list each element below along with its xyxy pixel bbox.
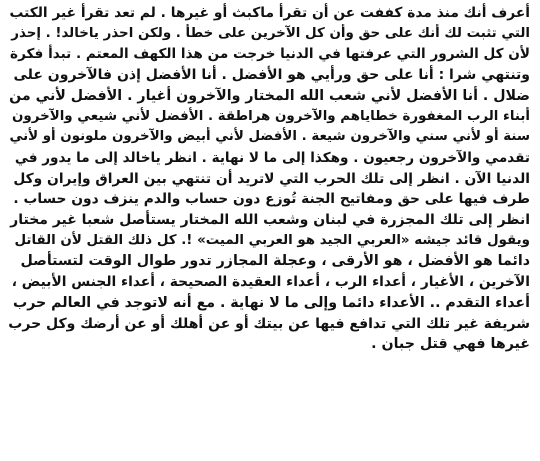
text-line: دائما هو الأفضل ، هو الأرقى ، وعجلة المجازر تدور طوال الوقت لتستأصل [20,253,530,270]
text-line: أبناء الرب المغفورة خطاياهم والآخرون هراطقة . الأفضل لأني شيعي والآخرون [11,108,530,124]
text-line: تقدمي والآخرون رجعيون . وهكذا إلى ما لا نهاية . انظر ياخالد إلى ما يدور في [14,149,530,166]
text-line: الآخرين ، الأغيار ، أعداء الرب ، أعداء العقيدة الصحيحة ، أعداء الجنس الأبيض ، [11,274,530,291]
text-line: التي تثبت لك أنك على حق وأن كل الآخرين على خطأ . ولكن احذر ياخالد! . إحذر [11,25,530,41]
text-line: سنة أو لأني سني والآخرون شيعة . الأفضل لأني أبيض والآخرون ملونون أو لأني [9,129,530,145]
text-line: لأن كل الشرور التي عرفتها في الدنيا خرجت من هذا الكهف المعتم . تبدأ فكرة [10,46,530,63]
text-line: وتنتهي شرا : أنا على حق ورأيي هو الأفضل . أنا الأفضل إذن فالآخرون على [13,67,530,84]
text-line: ضلال . أنا الأفضل لأني شعب الله المختار والآخرون أغيار . الأفضل لأني من [9,87,530,104]
text-line: أعداء التقدم .. الأعداء دائما وإلى ما لا نهاية . مع أنه لاتوجد في العالم حرب [12,294,530,311]
article-body [8,3,530,355]
text-line: أعرف أنك منذ مدة كففت عن أن تقرأ ماكبث أو غيرها . لم تعد تقرأ غير الكتب [9,5,530,21]
text-line: انظر إلى تلك المجزرة في لبنان وشعب الله المختار يستأصل شعبا غير مختار [10,212,530,229]
text-line: ويقول قائد جيشه «العربي الجيد هو العربي الميت» !. كل ذلك القتل لأن القاتل [14,232,530,248]
text-line: شريفة غير تلك التي تدافع فيها عن بيتك أو عن أهلك أو عن أرضك وكل حرب [8,315,530,332]
text-line: الدنيا الآن . انظر إلى تلك الحرب التي لاتريد أن تنتهي بين العراق وإيران وكل [13,170,530,187]
text-line: غيرها فهي قتل جبان . [371,336,530,353]
text-line: طرف فيها على حق ومفاتيح الجنة تُوزع دون حساب والدم ينزف دون حساب . [13,191,530,208]
